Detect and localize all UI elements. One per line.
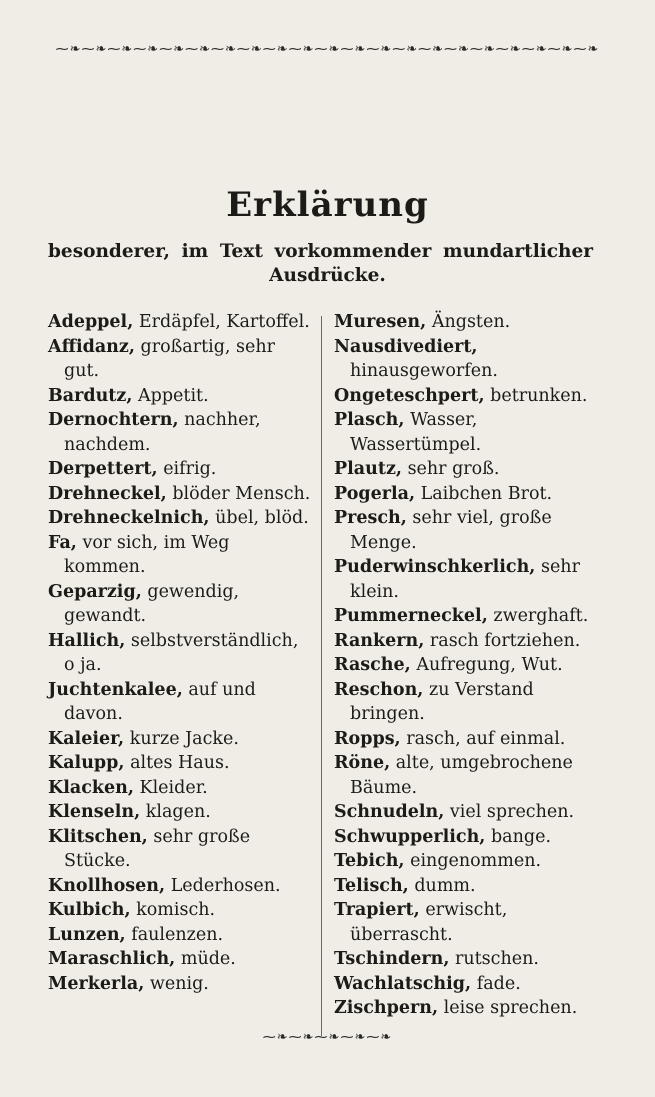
glossary-definition: erwischt, überrascht.	[350, 900, 508, 945]
glossary-term: Klitschen,	[48, 826, 148, 847]
column-divider	[321, 316, 322, 1036]
glossary-definition: viel sprechen.	[449, 802, 575, 822]
glossary-term: Muresen,	[334, 312, 427, 332]
bottom-ornament-border: ⁓❧⁓❧⁓❧⁓❧⁓❧	[262, 1030, 393, 1045]
glossary-term: Schwupperlich,	[334, 826, 486, 847]
glossary-definition: Appetit.	[138, 385, 209, 406]
glossary-term: Tschindern,	[334, 949, 450, 969]
glossary-term: Knollhosen,	[48, 875, 166, 896]
glossary-entry	[48, 800, 313, 825]
glossary-definition: betrunken.	[490, 385, 588, 406]
glossary-term: Zischpern,	[334, 998, 439, 1018]
glossary-term: Telisch,	[334, 875, 409, 896]
glossary-entry	[334, 849, 596, 874]
glossary-entry	[48, 457, 313, 482]
glossary-entry	[48, 335, 313, 384]
glossary-entry	[334, 482, 596, 507]
glossary-entry	[334, 555, 596, 604]
glossary-term: Tebich,	[334, 851, 405, 871]
glossary-entry	[48, 506, 313, 531]
glossary-term: Trapiert,	[334, 900, 420, 920]
glossary-term: Maraschlich,	[48, 949, 176, 969]
glossary-definition: müde.	[180, 949, 236, 969]
top-ornament-border: ⁓❧⁓❧⁓❧⁓❧⁓❧⁓❧⁓❧⁓❧⁓❧⁓❧⁓❧⁓❧⁓❧⁓❧⁓❧⁓❧⁓❧⁓❧⁓❧⁓❧⁓❧	[55, 42, 600, 57]
glossary-term: Pummerneckel,	[334, 606, 488, 626]
glossary-entry	[334, 678, 596, 727]
page-title: Erklärung	[226, 185, 429, 225]
glossary-term: Derpettert,	[48, 459, 158, 479]
glossary-term: Klacken,	[48, 777, 134, 798]
glossary-definition: selbstverständlich, o ja.	[64, 630, 299, 675]
glossary-entry	[334, 335, 596, 384]
glossary-term: Bardutz,	[48, 385, 133, 406]
glossary-entry	[334, 653, 596, 678]
glossary-entry	[334, 898, 596, 947]
glossary-entry	[334, 629, 596, 654]
glossary-entry	[334, 972, 596, 997]
glossary-entry	[48, 776, 313, 801]
glossary-term: Drehneckelnich,	[48, 508, 210, 528]
glossary-entry	[48, 580, 313, 629]
glossary-entry	[48, 972, 313, 997]
glossary-right-column	[334, 310, 596, 1021]
glossary-entry	[48, 947, 313, 972]
glossary-definition: eifrig.	[163, 459, 217, 479]
glossary-term: Ropps,	[334, 728, 401, 749]
glossary-definition: dumm.	[414, 875, 476, 896]
glossary-entry	[48, 384, 313, 409]
glossary-entry	[48, 874, 313, 899]
glossary-definition: sehr klein.	[350, 557, 580, 602]
glossary-definition: übel, blöd.	[215, 508, 309, 528]
glossary-definition: hinausgeworfen.	[350, 361, 498, 381]
glossary-definition: klagen.	[145, 802, 211, 822]
glossary-entry	[334, 727, 596, 752]
glossary-entry	[334, 457, 596, 482]
glossary-term: Reschon,	[334, 679, 424, 700]
glossary-entry	[334, 408, 596, 457]
glossary-term: Kulbich,	[48, 900, 131, 920]
glossary-definition: leise sprechen.	[443, 998, 578, 1018]
glossary-definition: gewendig, gewandt.	[64, 581, 240, 626]
glossary-definition: bange.	[490, 826, 552, 847]
glossary-term: Rasche,	[334, 655, 411, 675]
glossary-entry	[48, 825, 313, 874]
glossary-definition: nachher, nachdem.	[64, 410, 261, 455]
glossary-definition: auf und davon.	[64, 679, 256, 724]
glossary-definition: Laibchen Brot.	[420, 483, 553, 504]
glossary-term: Geparzig,	[48, 581, 142, 602]
glossary-entry	[334, 751, 596, 800]
glossary-entry	[334, 384, 596, 409]
glossary-definition: wenig.	[149, 973, 209, 994]
glossary-entry	[334, 947, 596, 972]
glossary-entry	[48, 408, 313, 457]
glossary-term: Dernochtern,	[48, 410, 179, 430]
glossary-term: Adeppel,	[48, 312, 134, 332]
glossary-entry	[334, 996, 596, 1021]
glossary-term: Presch,	[334, 508, 407, 528]
glossary-term: Juchtenkalee,	[48, 679, 183, 700]
glossary-entry	[334, 604, 596, 629]
glossary-term: Merkerla,	[48, 973, 145, 994]
glossary-definition: Lederhosen.	[170, 875, 281, 896]
glossary-definition: kurze Jacke.	[129, 728, 239, 749]
glossary-definition: sehr groß.	[407, 459, 500, 479]
glossary-entry	[48, 482, 313, 507]
glossary-term: Kalupp,	[48, 753, 125, 773]
glossary-entry	[48, 898, 313, 923]
glossary-term: Wachlatschig,	[334, 973, 472, 994]
glossary-entry	[334, 874, 596, 899]
glossary-entry	[48, 727, 313, 752]
glossary-term: Affidanz,	[48, 336, 135, 357]
glossary-definition: großartig, sehr gut.	[64, 336, 276, 381]
glossary-entry	[48, 310, 313, 335]
glossary-definition: rasch fortziehen.	[429, 630, 581, 651]
glossary-term: Pogerla,	[334, 483, 416, 504]
glossary-term: Hallich,	[48, 630, 126, 651]
glossary-term: Drehneckel,	[48, 483, 167, 504]
glossary-definition: Aufregung, Wut.	[416, 655, 563, 675]
glossary-term: Nausdivediert,	[334, 336, 478, 357]
glossary-definition: zwerghaft.	[493, 606, 589, 626]
glossary-definition: rutschen.	[455, 949, 539, 969]
glossary-definition: sehr viel, große Menge.	[350, 508, 552, 553]
glossary-left-column	[48, 310, 313, 996]
glossary-term: Rankern,	[334, 630, 425, 651]
glossary-term: Plautz,	[334, 459, 402, 479]
glossary-definition: fade.	[476, 973, 521, 994]
glossary-definition: Kleider.	[139, 777, 208, 798]
glossary-entry	[334, 310, 596, 335]
glossary-entry	[334, 800, 596, 825]
glossary-definition: sehr große Stücke.	[64, 826, 251, 871]
glossary-definition: Wasser, Wassertümpel.	[350, 410, 482, 455]
subtitle-line-2: Ausdrücke.	[269, 265, 386, 286]
glossary-term: Plasch,	[334, 410, 405, 430]
glossary-entry	[48, 923, 313, 948]
glossary-entry	[48, 678, 313, 727]
glossary-term: Puderwinschkerlich,	[334, 557, 536, 577]
glossary-term: Röne,	[334, 753, 391, 773]
glossary-term: Fa,	[48, 532, 77, 553]
glossary-entry	[334, 825, 596, 850]
glossary-entry	[334, 506, 596, 555]
glossary-term: Schnudeln,	[334, 802, 445, 822]
glossary-entry	[48, 751, 313, 776]
glossary-term: Kaleier,	[48, 728, 125, 749]
glossary-definition: komisch.	[136, 900, 216, 920]
glossary-definition: faulenzen.	[131, 924, 224, 945]
glossary-definition: rasch, auf einmal.	[406, 728, 566, 749]
subtitle-line-1: besonderer, im Text vorkommender mundartlicher	[48, 241, 593, 262]
glossary-definition: eingenommen.	[410, 851, 542, 871]
glossary-definition: zu Verstand bringen.	[350, 679, 534, 724]
glossary-term: Ongeteschpert,	[334, 385, 485, 406]
glossary-definition: vor sich, im Weg kommen.	[64, 532, 230, 577]
glossary-term: Lunzen,	[48, 924, 126, 945]
glossary-definition: Ängsten.	[431, 312, 511, 332]
glossary-term: Klenseln,	[48, 802, 141, 822]
glossary-definition: Erdäpfel, Kartoffel.	[138, 312, 310, 332]
glossary-definition: altes Haus.	[130, 753, 230, 773]
glossary-entry	[48, 531, 313, 580]
glossary-definition: alte, umgebrochene Bäume.	[350, 753, 573, 798]
glossary-definition: blöder Mensch.	[172, 483, 311, 504]
glossary-entry	[48, 629, 313, 678]
